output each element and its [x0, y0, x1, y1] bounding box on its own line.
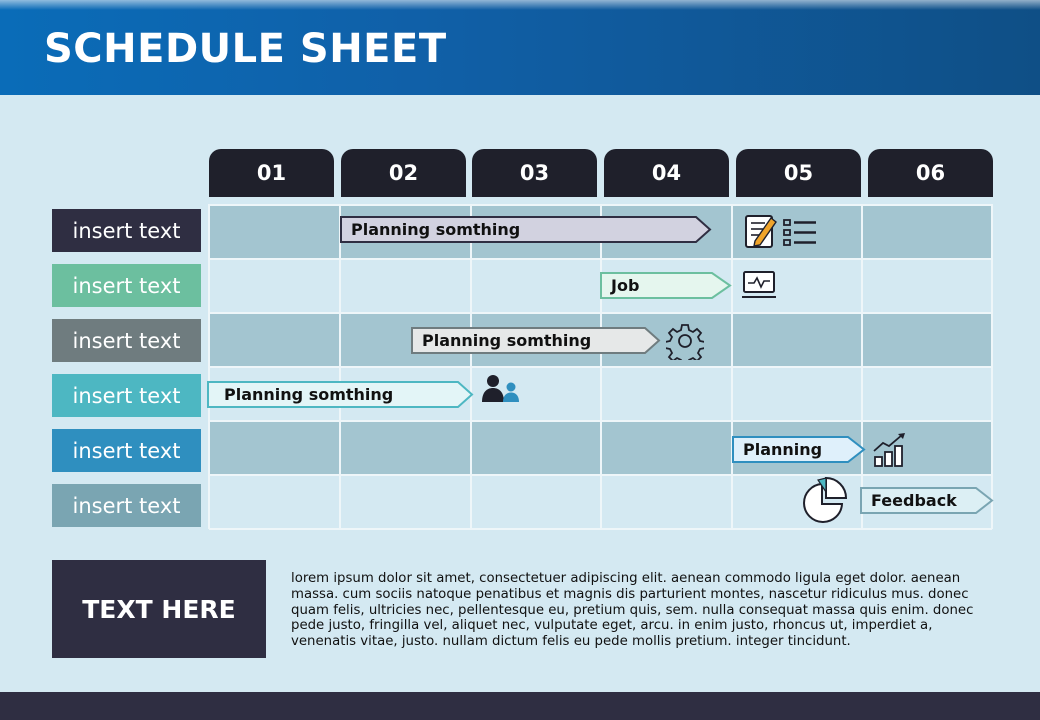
schedule-bar-6 — [860, 487, 994, 514]
pie-chart-icon — [802, 474, 850, 530]
schedule-bar-2 — [600, 272, 732, 299]
row-label-4: insert text — [52, 374, 201, 417]
grid-line — [991, 204, 993, 529]
schedule-bar-1 — [340, 216, 712, 243]
description-text: lorem ipsum dolor sit amet, consectetuer adipiscing elit. aenean commodo ligula eget dolor. aenean massa. cum sociis natoque penatibus et magnis dis parturient montes, nascetur ridiculus mus. donec quam felis, ultricies nec, pellentesque eu, pretium quis, sem. nulla consequat massa quis enim. donec pede justo, fringilla vel, aliquet nec, vulputate eget, arcu. in enim justo, rhoncus ut, imperdiet a, venenatis vitae, justo. nullam dictum felis eu pede mollis pretium. integer tincidunt. — [291, 571, 974, 650]
row-label-2: insert text — [52, 264, 201, 307]
bar-label: Planning somthing — [224, 385, 394, 404]
row-label-1: insert text — [52, 209, 201, 252]
grid-line — [731, 204, 733, 529]
text-box: TEXT HERE — [52, 560, 266, 658]
bar-label: Planning somthing — [422, 331, 592, 350]
document-checklist-icon — [744, 213, 818, 253]
row-label-3: insert text — [52, 319, 201, 362]
row-label-5: insert text — [52, 429, 201, 472]
bar-label: Feedback — [871, 491, 957, 510]
row-label-6: insert text — [52, 484, 201, 527]
column-header-03: 03 — [472, 149, 597, 197]
growth-chart-icon — [872, 431, 908, 473]
schedule-bar-4 — [207, 381, 474, 408]
grid-line — [600, 204, 602, 529]
column-header-01: 01 — [209, 149, 334, 197]
schedule-bar-3 — [411, 327, 661, 354]
bar-label: Job — [611, 276, 640, 295]
monitor-pulse-icon — [741, 270, 777, 304]
grid-line — [339, 204, 341, 529]
bar-label: Planning — [743, 440, 823, 459]
column-header-06: 06 — [868, 149, 993, 197]
footer-bar — [0, 692, 1040, 720]
page-title: SCHEDULE SHEET — [44, 26, 447, 72]
schedule-bar-5 — [732, 436, 866, 463]
header-banner — [0, 0, 1040, 95]
gear-icon — [666, 322, 704, 364]
grid-line — [470, 204, 472, 529]
column-header-02: 02 — [341, 149, 466, 197]
users-icon — [480, 374, 522, 408]
bar-label: Planning somthing — [351, 220, 521, 239]
grid-line — [208, 204, 210, 529]
column-header-04: 04 — [604, 149, 729, 197]
grid-line — [861, 204, 863, 529]
column-header-05: 05 — [736, 149, 861, 197]
